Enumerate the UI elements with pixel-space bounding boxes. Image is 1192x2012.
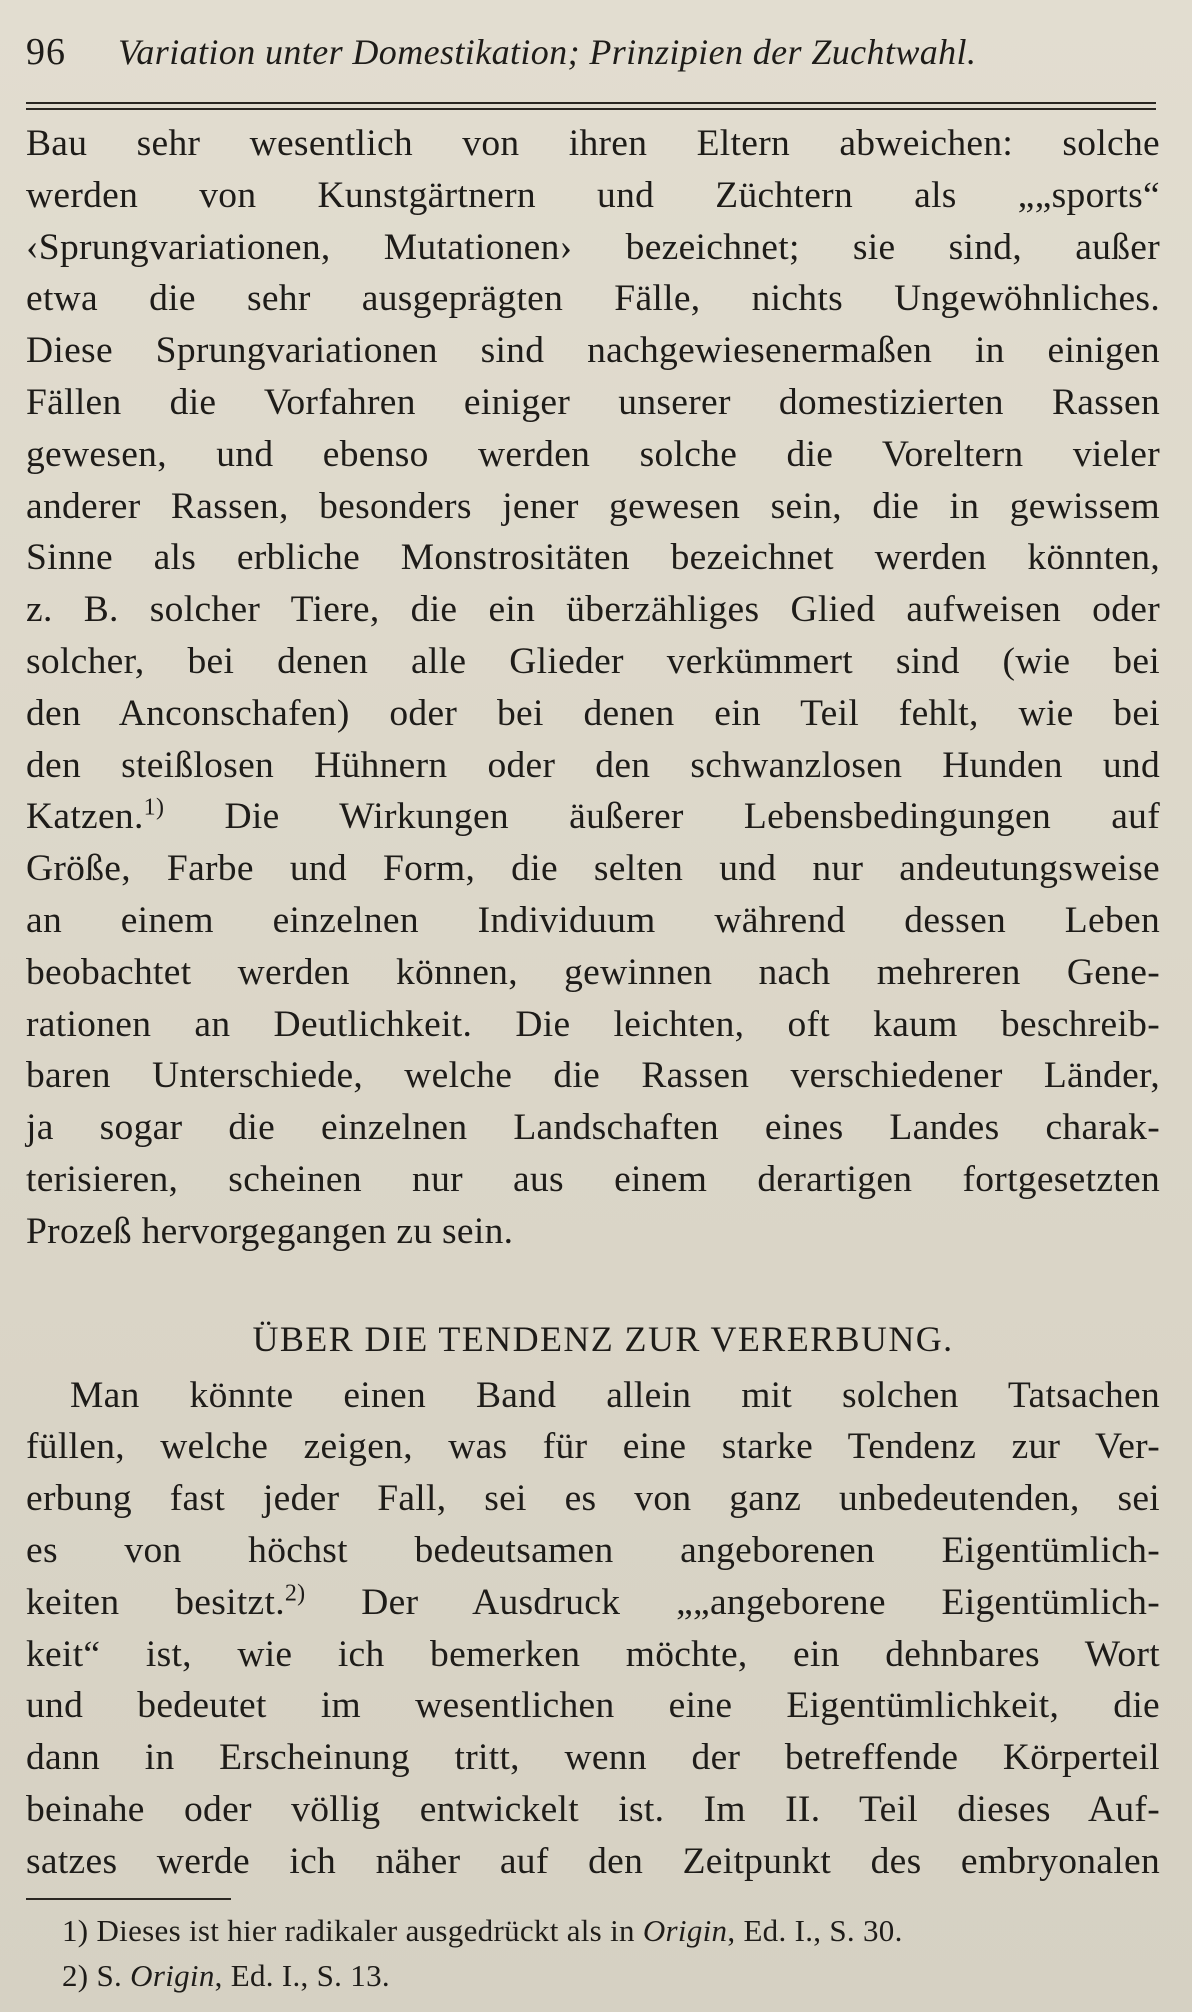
text-line: füllen, welche zeigen, was für eine starke Tendenz zur Ver- — [26, 1426, 1160, 1468]
text-line: terisieren, scheinen nur aus einem derartigen fortgesetzten — [26, 1158, 1160, 1200]
footnote-text: , Ed. I., S. 30. — [727, 1912, 903, 1948]
section-heading: ÜBER DIE TENDENZ ZUR VERERBUNG. — [252, 1318, 954, 1359]
text-line: erbung fast jeder Fall, sei es von ganz unbedeutenden, sei — [26, 1478, 1160, 1520]
text-line: Größe, Farbe und Form, die selten und nur andeutungsweise — [26, 848, 1160, 890]
text-line: Sinne als erbliche Monstrositäten bezeichnet werden könnten, — [26, 537, 1160, 579]
text-line: dann in Erscheinung tritt, wenn der betreffende Körperteil — [26, 1737, 1160, 1779]
footnote-marker: 2) — [62, 1957, 89, 1993]
footnote-2 — [62, 1953, 1160, 1998]
text-line: ‹Sprungvariationen, Mutationen› bezeichnet; sie sind, außer — [26, 226, 1160, 268]
text-line: z. B. solcher Tiere, die ein überzähliges Glied aufweisen oder — [26, 589, 1160, 631]
text-line: den Anconschafen) oder bei denen ein Teil fehlt, wie bei — [26, 692, 1160, 734]
text-line: Prozeß hervorgegangen zu sein. — [26, 1210, 514, 1252]
footnote-text: , Ed. I., S. 13. — [214, 1957, 390, 1993]
text-line: werden von Kunstgärtnern und Züchtern als „„sports“ — [26, 174, 1160, 216]
line-text: Der Ausdruck „„angeborene Eigentümlich- — [305, 1581, 1160, 1623]
main-text — [26, 118, 1160, 1888]
running-head — [26, 30, 1160, 92]
line-text: keiten besitzt. — [26, 1581, 285, 1623]
footnote-marker: 1) — [62, 1912, 89, 1948]
footnote-1 — [62, 1908, 1160, 1953]
text-line: solcher, bei denen alle Glieder verkümmert sind (wie bei — [26, 640, 1160, 682]
header-double-rule — [26, 102, 1156, 110]
text-line: gewesen, und ebenso werden solche die Voreltern vieler — [26, 433, 1160, 475]
footnote-separator — [26, 1898, 231, 1900]
text-line: beinahe oder völlig entwickelt ist. Im II. Teil dieses Auf- — [26, 1788, 1160, 1830]
text-line: den steißlosen Hühnern oder den schwanzlosen Hunden und — [26, 744, 1160, 786]
text-line: und bedeutet im wesentlichen eine Eigentümlichkeit, die — [26, 1685, 1160, 1727]
text-line: beobachtet werden können, gewinnen nach mehreren Gene- — [26, 951, 1160, 993]
text-line: satzes werde ich näher auf den Zeitpunkt des embryonalen — [26, 1840, 1160, 1882]
text-line: baren Unterschiede, welche die Rassen verschiedener Länder, — [26, 1055, 1160, 1097]
line-text: Katzen. — [26, 796, 144, 838]
text-line-with-footnote-ref — [26, 1577, 1160, 1629]
page-number: 96 — [26, 31, 66, 73]
text-line: etwa die sehr ausgeprägten Fälle, nichts Ungewöhnliches. — [26, 278, 1160, 320]
text-line: es von höchst bedeutsamen angeborenen Eigentümlich- — [26, 1529, 1160, 1571]
footnote-text: Dieses ist hier radikaler ausgedrückt als in — [88, 1912, 643, 1948]
text-line: ja sogar die einzelnen Landschaften eines Landes charak- — [26, 1107, 1160, 1149]
footnotes — [26, 1908, 1160, 1998]
text-line-with-footnote-ref — [26, 791, 1160, 843]
text-line: Fällen die Vorfahren einiger unserer domestizierten Rassen — [26, 381, 1160, 423]
text-line: Man könnte einen Band allein mit solchen Tatsachen — [70, 1374, 1160, 1416]
footnote-italic-title: Origin — [642, 1912, 728, 1948]
running-title: Variation unter Domestikation; Prinzipien der Zuchtwahl. — [118, 32, 977, 72]
line-text: Die Wirkungen äußerer Lebensbedingungen auf — [164, 796, 1160, 838]
text-line: rationen an Deutlichkeit. Die leichten, oft kaum beschreib- — [26, 1003, 1160, 1045]
text-line: keit“ ist, wie ich bemerken möchte, ein dehnbares Wort — [26, 1633, 1160, 1675]
text-line: anderer Rassen, besonders jener gewesen sein, die in gewissem — [26, 485, 1160, 527]
footnote-text: S. — [88, 1957, 131, 1993]
footnote-italic-title: Origin — [130, 1957, 215, 1993]
text-line: Bau sehr wesentlich von ihren Eltern abweichen: solche — [26, 123, 1160, 164]
footnote-ref-2[interactable]: 2) — [284, 1580, 306, 1607]
footnote-ref-1[interactable]: 1) — [143, 794, 165, 821]
text-line: an einem einzelnen Individuum während dessen Leben — [26, 899, 1160, 941]
text-line: Diese Sprungvariationen sind nachgewiesenermaßen in einigen — [26, 330, 1160, 372]
